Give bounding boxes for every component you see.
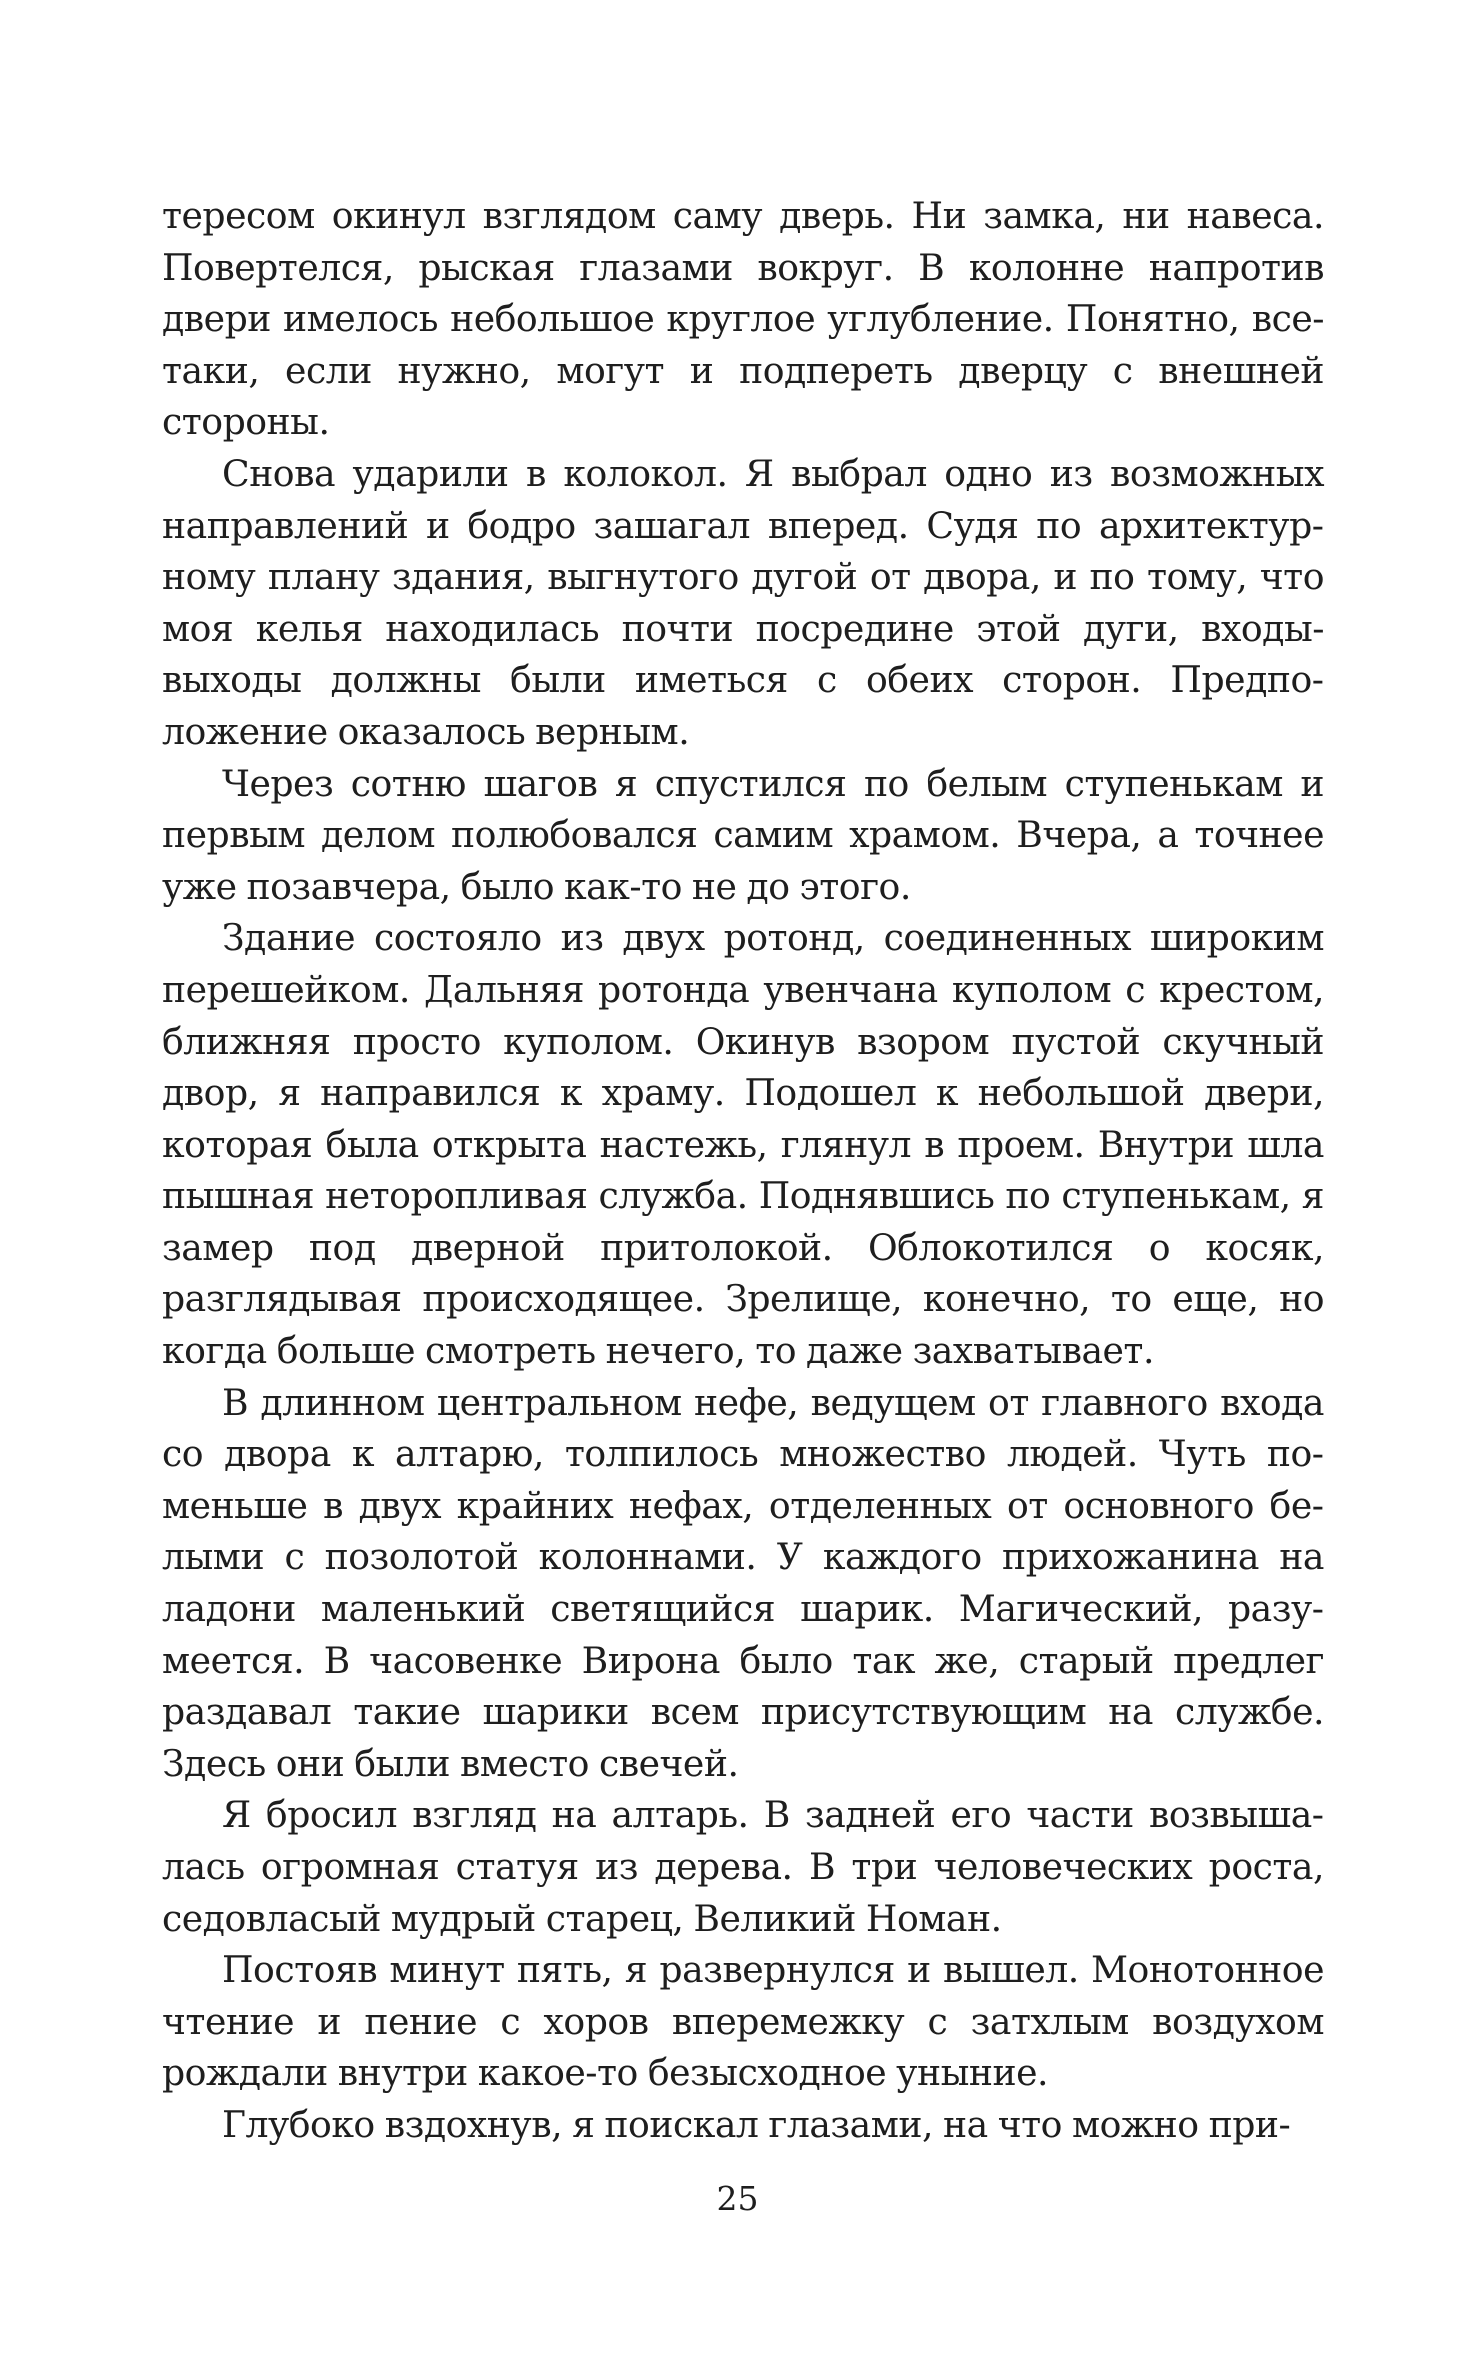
page-text bbox=[162, 190, 1324, 2190]
paragraph-continuation: тересом окинул взглядом саму дверь. Ни замка, ни навеса. Повертелся, рыская глазами вокруг. В колонне напротив двери имелось небольшое круглое углубление. Понятно, все-таки, если нужно, могут и подпереть дверцу с внешней стороны. bbox=[162, 194, 1324, 444]
paragraph: Здание состояло из двух ротонд, соединенных широким перешейком. Дальняя ротонда увенчана куполом с крестом, ближняя просто куполом. Окинув взором пустой скучный двор, я направился к храму. Подошел к небольшой двери, которая была открыта настежь, глянул в проем. Внутри шла пышная неторопливая служба. Поднявшись по ступенькам, я замер под дверной притолокой. Облокотился о косяк, разглядывая происходящее. Зрелище, конечно, то еще, но когда больше смотреть нечего, то даже захватывает. bbox=[162, 916, 1324, 1373]
paragraph: Через сотню шагов я спустился по белым ступенькам и первым делом полюбовался самим храмом. Вчера, а точнее уже позавчера, было как-то не до этого. bbox=[162, 761, 1324, 908]
paragraph: Снова ударили в колокол. Я выбрал одно из возможных направлений и бодро зашагал вперед. Судя по архитектурному плану здания, выгнутого дугой от двора, и по тому, что моя келья находилась почти посредине этой дуги, входы-выходы должны были иметься с обеих сторон. Предположение оказалось верным. bbox=[162, 451, 1324, 753]
paragraph: Глубоко вздохнув, я поискал глазами, на что можно при- bbox=[222, 2102, 1291, 2146]
paragraph: В длинном центральном нефе, ведущем от главного входа со двора к алтарю, толпилось множество людей. Чуть поменьше в двух крайних нефах, отделенных от основного белыми с позолотой колоннами. У каждого прихожанина на ладони маленький светящийся шарик. Магический, разумеется. В часовенке Вирона было так же, старый предлег раздавал такие шарики всем присутствующим на службе. Здесь они были вместо свечей. bbox=[162, 1380, 1324, 1785]
paragraph: Я бросил взгляд на алтарь. В задней его части возвышалась огромная статуя из дерева. В три человеческих роста, седовласый мудрый старец, Великий Номан. bbox=[162, 1793, 1324, 1940]
page-number: 25 bbox=[716, 2179, 759, 2218]
paragraph: Постояв минут пять, я развернулся и вышел. Монотонное чтение и пение с хоров вперемежку с затхлым воздухом рождали внутри какое-то безысходное уныние. bbox=[162, 1948, 1324, 2095]
